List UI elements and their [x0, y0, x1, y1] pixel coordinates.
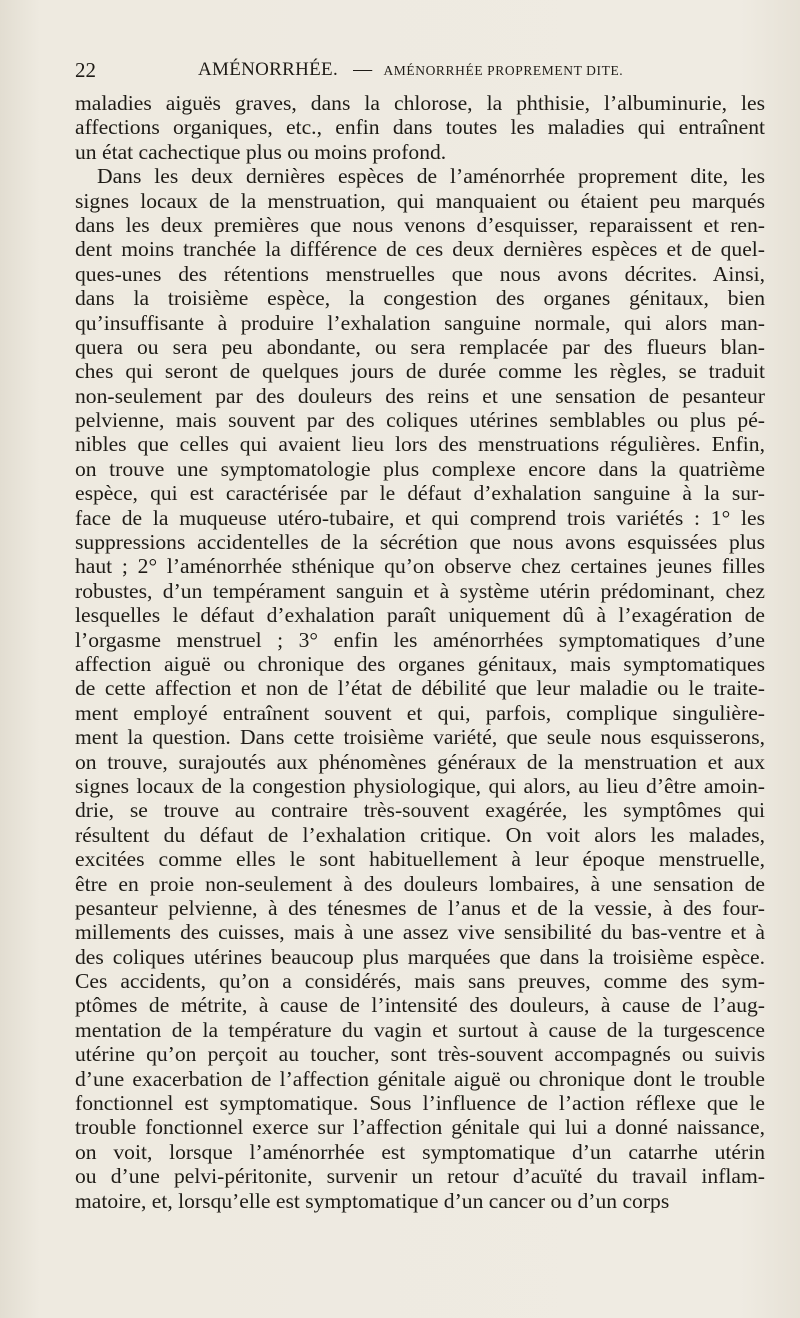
text-line: signes locaux de la congestion physiologique, qui alors, au lieu d’être amoin- — [75, 773, 765, 798]
text-line: fonctionnel est symptomatique. Sous l’influence de l’action réflexe que le — [75, 1091, 765, 1116]
text-line: on trouve une symptomatologie plus complexe encore dans la quatrième — [75, 456, 765, 481]
text-line: résultent du défaut de l’exhalation critique. On voit alors les malades, — [75, 822, 765, 847]
text-line: Ces accidents, qu’on a considérés, mais sans preuves, comme des sym- — [75, 969, 765, 994]
text-line: qu’insuffisante à produire l’exhalation sanguine normale, qui alors man- — [75, 310, 765, 335]
text-line: suppressions accidentelles de la sécrétion que nous avons esquissées plus — [75, 530, 765, 555]
text-line: signes locaux de la menstruation, qui manquaient ou étaient peu marqués — [75, 188, 765, 213]
text-line: affections organiques, etc., enfin dans toutes les maladies qui entraînent — [75, 115, 765, 140]
text-line: millements des cuisses, mais à une assez vive sensibilité du bas-ventre et à — [75, 920, 765, 945]
text-line: lesquelles le défaut d’exhalation paraît uniquement dû à l’exagération de — [75, 603, 765, 628]
text-line: ment employé entraînent souvent et qui, parfois, complique singulière- — [75, 700, 765, 725]
running-header — [75, 58, 740, 88]
body-text — [75, 91, 765, 1213]
text-line: espèce, qui est caractérisée par le défaut d’exhalation sanguine à la sur- — [75, 481, 765, 506]
text-line: robustes, d’un tempérament sanguin et à système utérin prédominant, chez — [75, 578, 765, 603]
text-line: on trouve, surajoutés aux phénomènes généraux de la menstruation et aux — [75, 749, 765, 774]
text-line: dent moins tranchée la différence de ces deux dernières espèces et de quel- — [75, 237, 765, 262]
text-line: quera ou sera peu abondante, ou sera remplacée par des flueurs blan- — [75, 334, 765, 359]
text-line: dans les deux premières que nous venons d’esquisser, reparaissent et ren- — [75, 212, 765, 237]
text-line: un état cachectique plus ou moins profond. — [75, 139, 447, 164]
text-line: d’une exacerbation de l’affection génitale aiguë ou chronique dont le trouble — [75, 1066, 765, 1091]
running-head — [198, 59, 623, 81]
text-line: maladies aiguës graves, dans la chlorose, la phthisie, l’albuminurie, les — [75, 91, 765, 115]
text-line: ptômes de métrite, à cause de l’intensité des douleurs, à cause de l’aug- — [75, 993, 765, 1018]
title-dash: — — [353, 59, 373, 80]
text-line: nibles que celles qui avaient lieu lors des menstruations régulières. Enfin, — [75, 432, 765, 457]
page-number: 22 — [75, 58, 96, 82]
text-line: affection aiguë ou chronique des organes génitaux, mais symptomatiques — [75, 651, 765, 676]
text-line: ou d’une pelvi-péritonite, survenir un retour d’acuïté du travail inflam- — [75, 1164, 765, 1189]
text-line: de cette affection et non de l’état de débilité que leur maladie ou le traite- — [75, 676, 765, 701]
text-line: matoire, et, lorsqu’elle est symptomatique d’un cancer ou d’un corps — [75, 1188, 670, 1213]
text-line: ches qui seront de quelques jours de durée comme les règles, se traduit — [75, 359, 765, 384]
text-line: ment la question. Dans cette troisième variété, que seule nous esquisserons, — [75, 725, 765, 750]
text-line: utérine qu’on perçoit au toucher, sont très-souvent accompagnés ou suivis — [75, 1042, 765, 1067]
text-line: dans la troisième espèce, la congestion des organes génitaux, bien — [75, 286, 765, 311]
text-line: ques-unes des rétentions menstruelles que nous avons décrites. Ainsi, — [75, 261, 765, 286]
section-subtitle: AMÉNORRHÉE PROPREMENT DITE. — [383, 63, 624, 78]
text-line: l’orgasme menstruel ; 3° enfin les aménorrhées symptomatiques d’une — [75, 627, 765, 652]
text-line: pelvienne, mais souvent par des coliques utérines semblables ou plus pé- — [75, 408, 765, 433]
text-line: des coliques utérines beaucoup plus marquées que dans la troisième espèce. — [75, 944, 765, 969]
chapter-title: AMÉNORRHÉE. — [198, 59, 338, 80]
text-line: pesanteur pelvienne, à des ténesmes de l’anus et de la vessie, à des four- — [75, 895, 765, 920]
text-line: trouble fonctionnel exerce sur l’affection génitale qui lui a donné naissance, — [75, 1115, 765, 1140]
text-line: haut ; 2° l’aménorrhée sthénique qu’on observe chez certaines jeunes filles — [75, 554, 765, 579]
text-line: excitées comme elles le sont habituellement à leur époque menstruelle, — [75, 847, 765, 872]
text-line: mentation de la température du vagin et surtout à cause de la turgescence — [75, 1017, 765, 1042]
text-line: non-seulement par des douleurs des reins et une sensation de pesanteur — [75, 383, 765, 408]
text-line: drie, se trouve au contraire très-souvent exagérée, les symptômes qui — [75, 798, 765, 823]
text-line: Dans les deux dernières espèces de l’aménorrhée proprement dite, les — [97, 164, 765, 189]
text-line: on voit, lorsque l’aménorrhée est symptomatique d’un catarrhe utérin — [75, 1139, 765, 1164]
text-line: face de la muqueuse utéro-tubaire, et qui comprend trois variétés : 1° les — [75, 505, 765, 530]
text-line: être en proie non-seulement à des douleurs lombaires, à une sensation de — [75, 871, 765, 896]
